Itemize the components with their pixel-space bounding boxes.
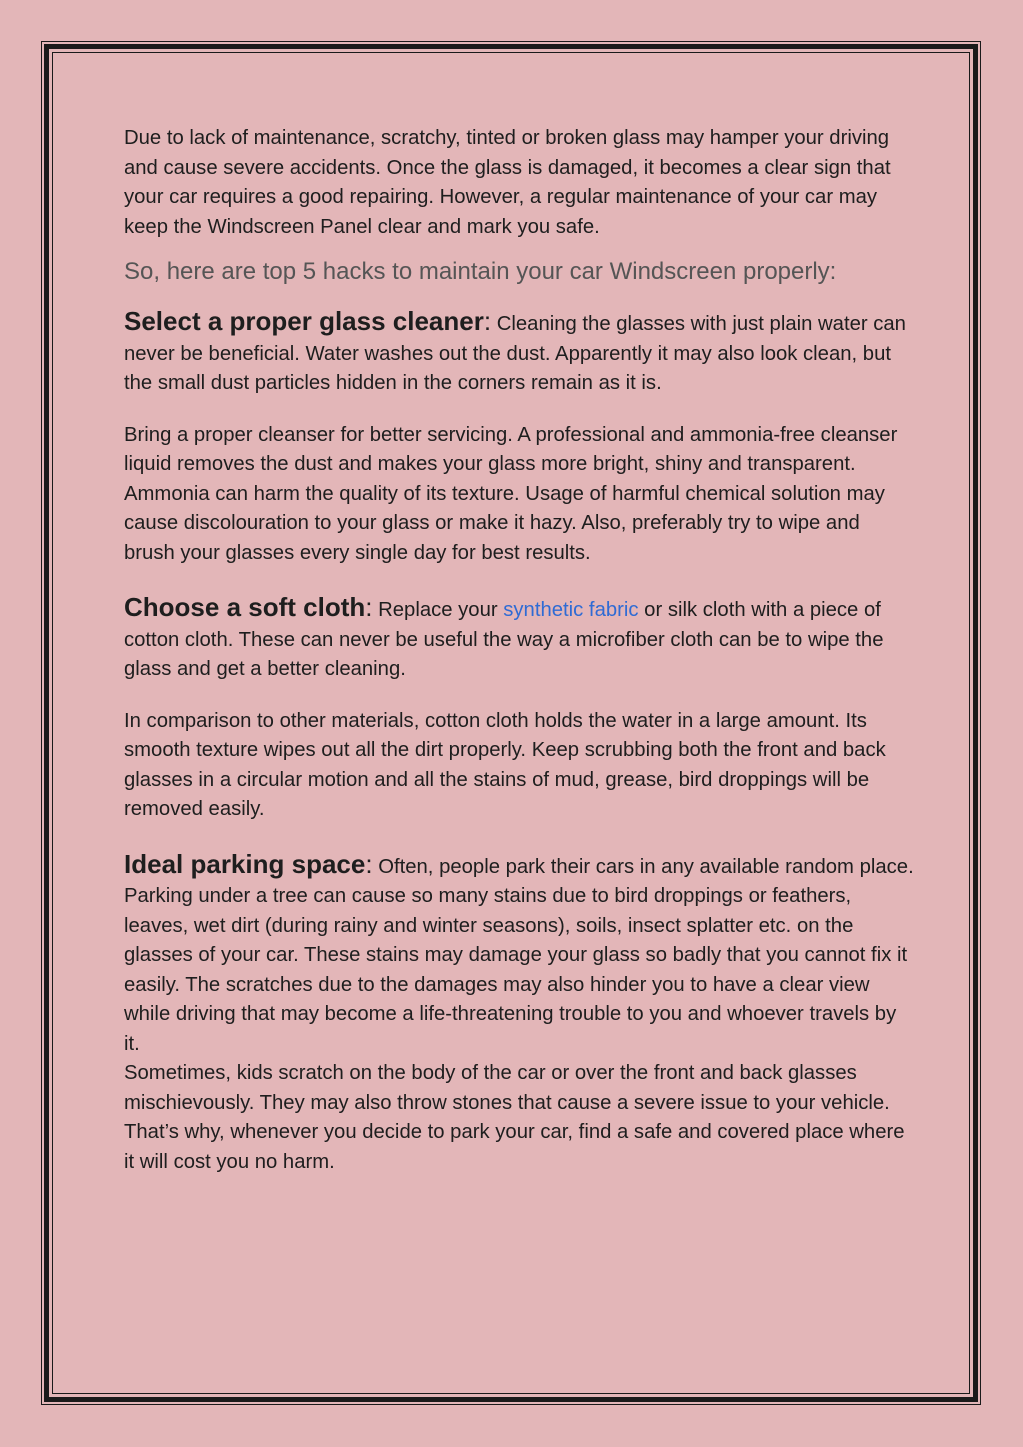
intro-paragraph: Due to lack of maintenance, scratchy, tinted or broken glass may hamper your driving and cause severe accidents. Once the glass is damaged, it becomes a clear sign that your car requires a good repairing. However, a regular maintenance of your car may keep the Windscreen Panel clear and mark you safe. (124, 127, 891, 238)
section-parking-paragraph: Sometimes, kids scratch on the body of the car or over the front and back glasses mischievously. They may also throw stones that cause a severe issue to your vehicle. That’s why, whenever you decide to park your car, find a safe and covered place where it will cost you no harm. (124, 1062, 905, 1173)
section-parking-text: Often, people park their cars in any available random place. Parking under a tree can cause so many stains due to bird droppings or feathers, leaves, wet dirt (during rainy and winter seasons), soils, insect splatter etc. on the glasses of your car. These stains may damage your glass so badly that you cannot fix it easily. The scratches due to the damages may also hinder you to have a clear view while driving that may become a life-threatening trouble to you and whoever travels by it. (124, 855, 914, 1055)
document-body (124, 124, 914, 1177)
heading-colon: : (365, 848, 373, 879)
section-cleaner-text: Cleaning the glasses with just plain water can never be beneficial. Water washes out the dust. Apparently it may also look clean, but the small dust particles hidden in the corners remain as it is. (124, 313, 906, 394)
heading-colon: : (365, 592, 373, 622)
section-cleaner-lead (124, 306, 914, 399)
section-cloth-text-before: Replace your (378, 599, 504, 621)
subheading: So, here are top 5 hacks to maintain your car Windscreen properly: (124, 258, 837, 285)
section-cloth-lead (124, 592, 914, 685)
section-heading-parking: Ideal parking space (124, 848, 366, 879)
section-cleaner-paragraph: Bring a proper cleanser for better servicing. A professional and ammonia-free cleanser liquid removes the dust and makes your glass more bright, shiny and transparent. Ammonia can harm the quality of its texture. Usage of harmful chemical solution may cause discolouration to your glass or make it hazy. Also, preferably try to wipe and brush your glasses every single day for best results. (124, 423, 898, 564)
section-heading-cleaner: Select a proper glass cleaner (124, 306, 484, 336)
section-parking-lead (124, 849, 914, 1060)
section-cloth-text-after: or silk cloth with a piece of cotton cloth. These can never be useful the way a microfiber cloth can be to wipe the glass and get a better cleaning. (124, 599, 884, 680)
heading-colon: : (483, 306, 492, 336)
section-cloth-paragraph: In comparison to other materials, cotton cloth holds the water in a large amount. Its smooth texture wipes out all the dirt properly. Keep scrubbing both the front and back glasses in a circular motion and all the stains of mud, grease, bird droppings will be removed easily. (124, 709, 886, 820)
synthetic-fabric-link[interactable]: synthetic fabric (503, 599, 639, 621)
section-heading-cloth: Choose a soft cloth (124, 592, 366, 622)
